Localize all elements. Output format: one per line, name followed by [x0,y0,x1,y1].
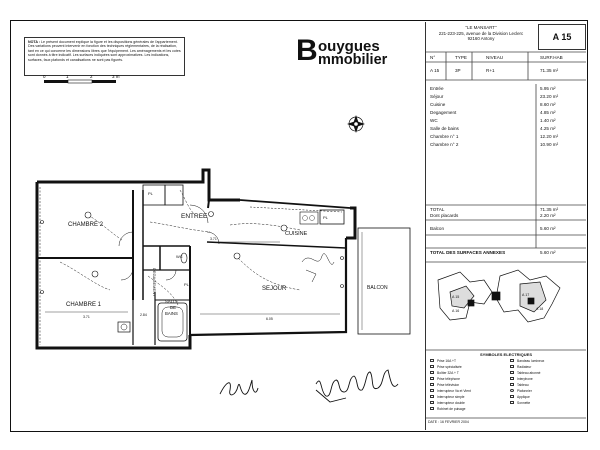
value-type: 3P [455,68,461,73]
legend-item: Interrupteur simple [437,395,465,399]
label-cuisine: CUISINE [285,231,308,237]
building-name: "LE MANSART" [465,25,497,30]
col-header-level: NIVEAU [486,55,504,60]
col-header-surface: SURF.HAB [540,55,563,60]
room-name: Degagement [430,110,457,115]
building-address [426,25,536,50]
intercom-icon [510,377,514,380]
legend-item: Tableau abonné [517,371,541,375]
compass-icon [347,115,365,133]
legend-item: Plafonnier [517,389,532,393]
room-area: 10.90 m² [540,142,559,147]
label-sejour: SEJOUR [262,286,287,292]
outlet-icon [430,359,434,362]
keyplan-label-a16: A 16 [452,309,460,313]
scale-tick-1: 1 [66,74,69,79]
lot-id: A 15 [538,24,586,50]
radiator-icon [510,365,514,368]
value-level: R+1 [486,68,495,73]
legend-item: Radiateur [517,365,532,369]
label-sdb-3: BAINS [165,311,178,316]
legend-item: Tableau [517,383,529,387]
legend-item: Prise spécialisée [437,365,462,369]
label-sdb-2: DE [170,305,176,310]
room-area: 4.85 m² [540,110,556,115]
logo-letter: B [296,34,318,67]
scale-bar [43,74,120,83]
keyplan-label-a18: A 18 [536,307,544,311]
room-name: Salle de bains [430,126,459,131]
signature-2 [316,370,398,402]
legend-item: Prise téléphone [437,377,460,381]
dim-entree: 3.71 [210,237,217,241]
balcon-value: 5.60 m² [540,226,556,231]
col-header-num: N° [430,55,436,60]
label-placard-2: PL [184,282,189,287]
light-strip-icon [510,359,514,362]
dim-sejour: 6.05 [266,317,273,321]
placards-label: Dont placards [430,213,459,218]
room-area: 4.25 m² [540,126,556,131]
annexes-value: 5.60 m² [540,250,556,255]
keyplan-label-a17: A 17 [522,293,530,297]
dim-sdb: 2.84 [140,313,147,317]
plan-date: DATE : 16 FEVRIER 2004 [428,420,469,424]
label-sdb-1: SALLE [165,299,179,304]
label-degagement: DEGAGEMENT [152,268,157,297]
room-name: Cuisine [430,102,446,107]
legend-heading: SYMBOLES ELECTRIQUES [479,352,532,357]
electrical-legend [426,352,586,426]
label-placard-1: PL [148,191,153,196]
room-name: Chambre n° 2 [430,142,459,147]
simple-switch-icon [430,395,434,398]
building-street: 221-223-225, avenue de la Division Leclerc [438,30,524,36]
note-title: NOTA : [28,40,40,44]
legend-item: Interrupteur double [437,401,465,405]
room-area: 8.60 m² [540,102,556,107]
legend-item: Prise 16A +T [437,359,456,363]
building-city: 92160 Antony [467,36,495,42]
total-value: 71.35 m² [540,207,559,212]
box-icon [430,371,434,374]
room-name: Chambre n° 1 [430,134,459,139]
tv-outlet-icon [430,383,434,386]
legend-item: Robinet de puisage [437,407,466,411]
legend-item: Interphone [517,377,533,381]
doorbell-icon [510,401,514,404]
label-wc: WC [176,254,183,259]
ceiling-light-icon [510,389,514,392]
switch-icon [430,389,434,392]
room-name: Séjour [430,94,444,99]
legend-item: Prise télévision [437,383,460,387]
logo-line-1: ouygues [318,38,380,55]
balcon-label: Balcon [430,226,445,231]
scale-tick-0: 0 [43,74,46,79]
col-header-type: TYPE [455,55,467,60]
scale-tick-3: 3 m [112,74,120,79]
wall-light-icon [510,395,514,398]
panel-icon [510,371,514,374]
label-entree: ENTREE [181,213,208,220]
board-icon [510,383,514,386]
logo-line-2: mmobilier [318,52,388,68]
room-area: 1.40 m² [540,118,556,123]
faucet-icon [430,407,434,410]
total-label: TOTAL [430,207,445,212]
legend-item: Applique [517,395,530,399]
phone-outlet-icon [430,377,434,380]
label-balcon: BALCON [367,285,388,291]
legend-item: Sonnette [517,401,531,405]
label-chambre-1: CHAMBRE 1 [66,302,102,308]
room-name: WC [430,118,438,123]
legend-item: Interrupteur Va et Vient [437,389,471,393]
double-switch-icon [430,401,434,404]
room-area: 23.20 m² [540,94,559,99]
keyplan-label-a15: A 15 [452,295,460,299]
annexes-label: TOTAL DES SURFACES ANNEXES [430,250,506,255]
dim-chambre-1: 3.71 [83,315,90,319]
value-surface: 71.35 m² [540,68,559,73]
room-area: 5.95 m² [540,86,556,91]
special-outlet-icon [430,365,434,368]
label-placard-3: PL [323,215,328,220]
placards-value: 2.20 m² [540,213,556,218]
value-num: A 15 [430,68,440,73]
legend-item: Bandeau lumineux [517,359,545,363]
note-text: Le présent document explique la figure et les dispositions générales de l'appartement. Des variations peuvent intervenir en fonction des techniques réglementaires, de la réalisation, tant en ce qui concerne les dimensions libres que l'équipement. Les aménagements et les cotes sont donnés à titre indicatif. Les surfaces indiquées sont approximatives. Les indications, surfaces, faux plafonds et canalisations ne sont pas figurés. [28,40,181,62]
scale-tick-2: 2 [90,74,93,79]
room-area: 12.20 m² [540,134,559,139]
room-name: Entrée [430,86,444,91]
signature-1 [220,380,258,395]
label-chambre-2: CHAMBRE 2 [68,222,104,228]
legend-item: Boîtier 32A + T [437,371,459,375]
